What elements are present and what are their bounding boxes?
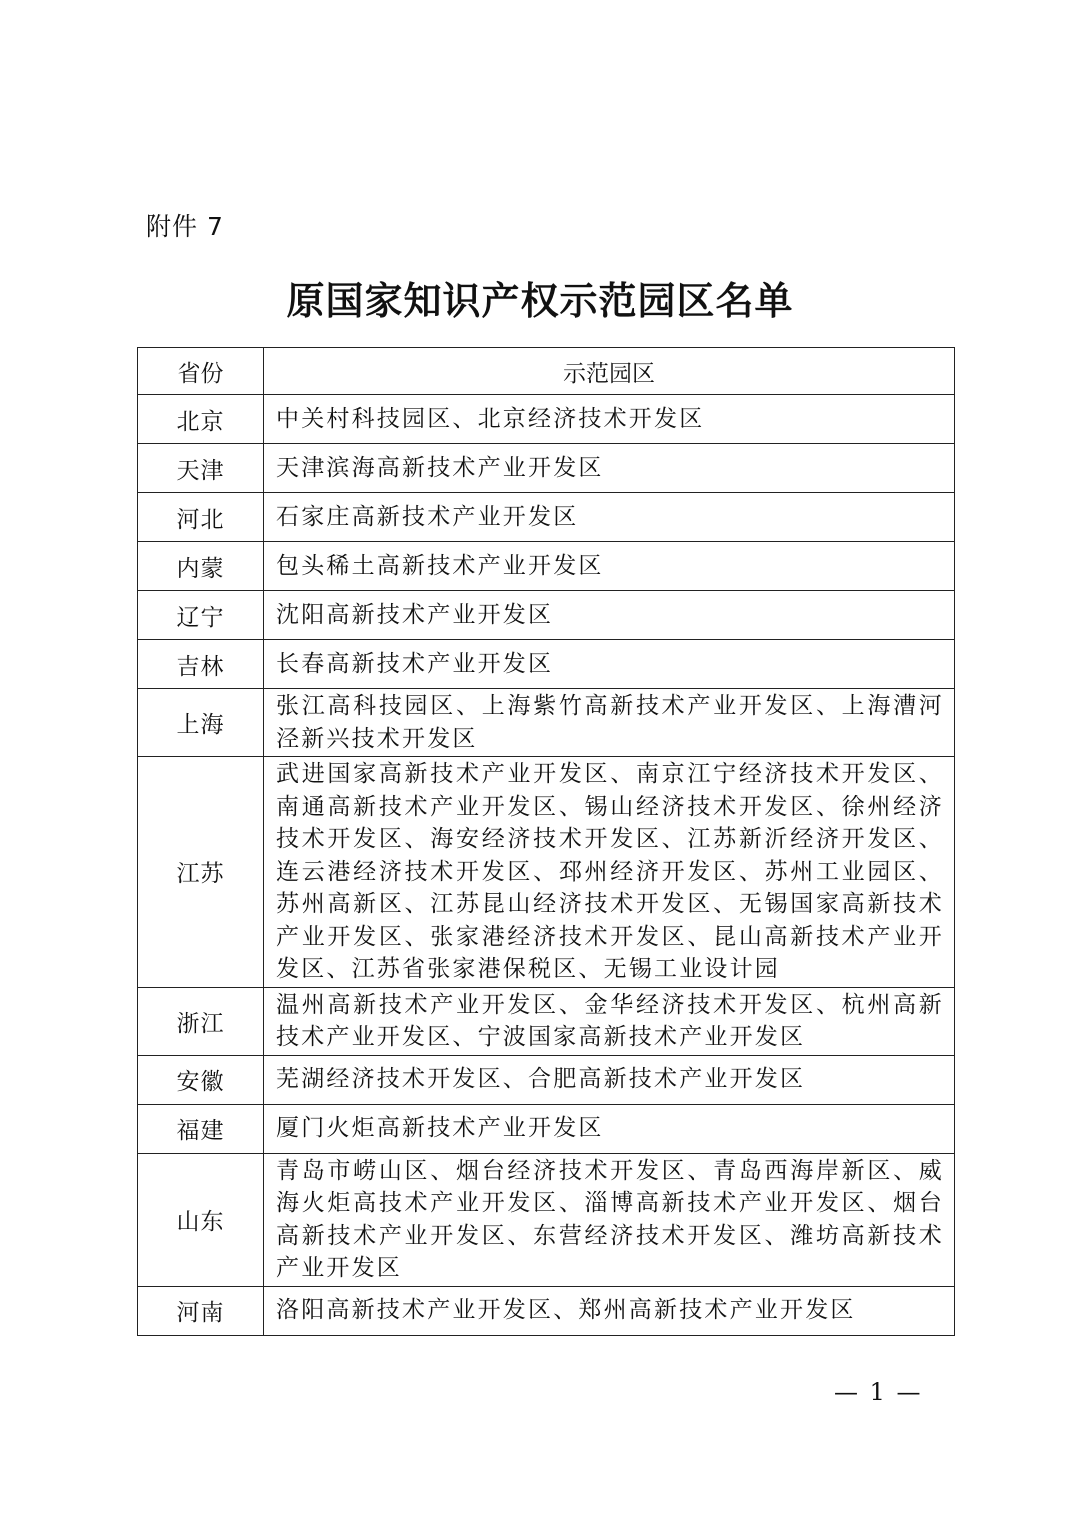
province-cell: 安徽 [138,1055,264,1104]
province-cell: 内蒙 [138,542,264,591]
column-header-parks: 示范园区 [264,348,955,395]
parks-cell: 天津滨海高新技术产业开发区 [264,444,955,493]
table-row [138,1104,955,1153]
table-header-row [138,348,955,395]
province-cell: 天津 [138,444,264,493]
province-cell: 江苏 [138,757,264,988]
parks-cell: 青岛市崂山区、烟台经济技术开发区、青岛西海岸新区、威海火炬高技术产业开发区、淄博高新技术产业开发区、烟台高新技术产业开发区、东营经济技术开发区、潍坊高新技术产业开发区 [264,1153,955,1286]
parks-cell: 长春高新技术产业开发区 [264,640,955,689]
province-cell: 河北 [138,493,264,542]
column-header-province: 省份 [138,348,264,395]
province-cell: 山东 [138,1153,264,1286]
parks-cell: 洛阳高新技术产业开发区、郑州高新技术产业开发区 [264,1286,955,1335]
table-row [138,1055,955,1104]
parks-cell: 石家庄高新技术产业开发区 [264,493,955,542]
table-row [138,542,955,591]
table-row [138,757,955,988]
parks-cell: 沈阳高新技术产业开发区 [264,591,955,640]
document-title: 原国家知识产权示范园区名单 [286,278,794,323]
province-cell: 河南 [138,1286,264,1335]
province-cell: 浙江 [138,987,264,1055]
demonstration-park-table [137,347,955,1336]
table-row [138,987,955,1055]
province-cell: 福建 [138,1104,264,1153]
parks-cell: 中关村科技园区、北京经济技术开发区 [264,395,955,444]
table-row [138,689,955,757]
parks-cell: 张江高科技园区、上海紫竹高新技术产业开发区、上海漕河泾新兴技术开发区 [264,689,955,757]
parks-cell: 武进国家高新技术产业开发区、南京江宁经济技术开发区、南通高新技术产业开发区、锡山经济技术开发区、徐州经济技术开发区、海安经济技术开发区、江苏新沂经济开发区、连云港经济技术开发区、邳州经济开发区、苏州工业园区、苏州高新区、江苏昆山经济技术开发区、无锡国家高新技术产业开发区、张家港经济技术开发区、昆山高新技术产业开发区、江苏省张家港保税区、无锡工业设计园 [264,757,955,988]
table-row [138,1153,955,1286]
table-row [138,493,955,542]
province-cell: 辽宁 [138,591,264,640]
table-row [138,591,955,640]
parks-cell: 厦门火炬高新技术产业开发区 [264,1104,955,1153]
table-row [138,444,955,493]
province-cell: 北京 [138,395,264,444]
parks-cell: 温州高新技术产业开发区、金华经济技术开发区、杭州高新技术产业开发区、宁波国家高新技术产业开发区 [264,987,955,1055]
table-row [138,1286,955,1335]
table-row [138,640,955,689]
attachment-label: 附件 7 [146,212,224,241]
province-cell: 上海 [138,689,264,757]
table-row [138,395,955,444]
province-cell: 吉林 [138,640,264,689]
parks-cell: 包头稀土高新技术产业开发区 [264,542,955,591]
parks-cell: 芜湖经济技术开发区、合肥高新技术产业开发区 [264,1055,955,1104]
page-number: — 1 — [834,1378,923,1406]
